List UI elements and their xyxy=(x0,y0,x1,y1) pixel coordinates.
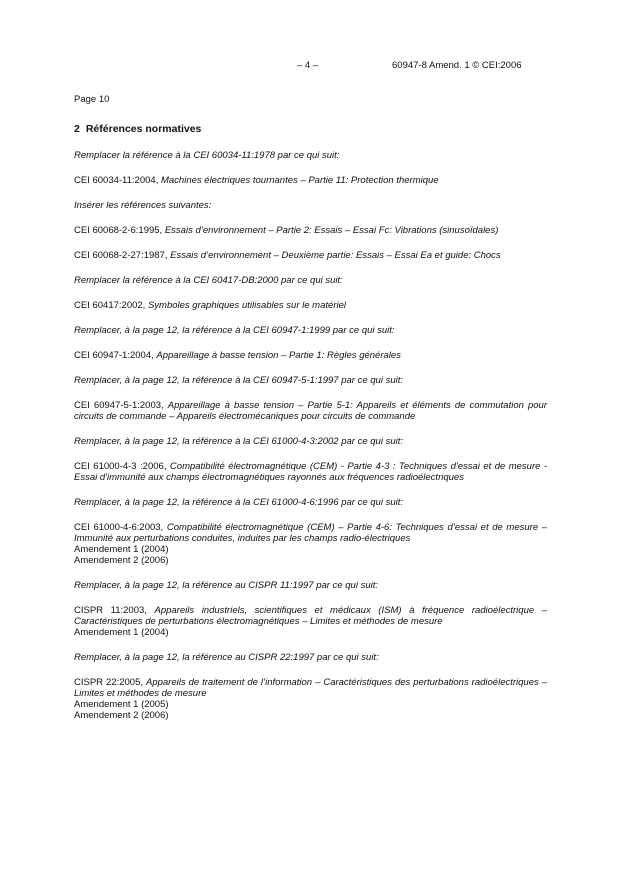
reference-code: CEI 60034-11:2004, xyxy=(74,175,159,186)
page-content xyxy=(74,94,547,735)
replacement-instruction: Remplacer, à la page 12, la référence à la CEI 60947-1:1999 par ce qui suit: xyxy=(74,325,395,336)
reference-code: CEI 60417:2002, xyxy=(74,300,146,311)
reference-title: Appareils industriels, scientifiques et médicaux (ISM) à fréquence radioélectrique – Caractéristiques de perturbations électromagnétiques – Limites et méthodes de mesure xyxy=(74,605,548,627)
amendment-line: Amendement 1 (2004) xyxy=(74,544,169,555)
reference-code: CISPR 11:2003, xyxy=(74,605,147,616)
replacement-instruction: Remplacer, à la page 12, la référence au CISPR 11:1997 par ce qui suit: xyxy=(74,580,379,591)
amendment-line: Amendement 2 (2006) xyxy=(74,710,169,721)
reference-code: CEI 60947-5-1:2003, xyxy=(74,400,164,411)
normative-reference xyxy=(74,677,547,721)
reference-code: CEI 60947-1:2004, xyxy=(74,350,154,361)
normative-reference xyxy=(74,300,547,311)
reference-title: Symboles graphiques utilisables sur le matériel xyxy=(147,300,346,311)
replacement-instruction: Insérer les références suivantes: xyxy=(74,200,212,211)
reference-title: Appareillage à basse tension – Partie 1: Règles générales xyxy=(156,350,401,361)
normative-reference xyxy=(74,225,547,236)
page-number: – 4 – xyxy=(297,60,319,71)
amendment-line: Amendement 1 (2005) xyxy=(74,699,169,710)
reference-code: CEI 61000-4-6:2003, xyxy=(74,522,164,533)
normative-reference xyxy=(74,350,547,361)
reference-title: Appareillage à basse tension – Partie 5-1: Appareils et éléments de commutation pour circuits de commande – Appareils électromécaniques pour circuits de commande xyxy=(74,400,548,422)
replacement-instruction: Remplacer, à la page 12, la référence à la CEI 61000-4-3:2002 par ce qui suit: xyxy=(74,436,404,447)
reference-title: Compatibilité électromagnétique (CEM) – Partie 4-6: Techniques d’essai et de mesure – Immunité aux perturbations conduites, induites par les champs radio-électriques xyxy=(74,522,548,544)
amendment-line: Amendement 1 (2004) xyxy=(74,627,169,638)
reference-title: Compatibilité électromagnétique (CEM) - Partie 4-3 : Techniques d'essai et de mesure - Essai d'immunité aux champs électromagnétiques rayonnés aux fréquences radioélectriques xyxy=(74,461,548,483)
normative-reference xyxy=(74,400,547,422)
replacement-instruction: Remplacer la référence à la CEI 60034-11:1978 par ce qui suit: xyxy=(74,150,340,161)
reference-title: Essais d’environnement – Deuxième partie: Essais – Essai Ea et guide: Chocs xyxy=(170,250,501,261)
replacement-instruction: Remplacer, à la page 12, la référence au CISPR 22:1997 par ce qui suit: xyxy=(74,652,379,663)
document-reference: 60947-8 Amend. 1 © CEI:2006 xyxy=(392,60,522,71)
replacement-instruction: Remplacer la référence à la CEI 60417-DB:2000 par ce qui suit: xyxy=(74,275,343,286)
page-header xyxy=(0,60,619,74)
amendment-line: Amendement 2 (2006) xyxy=(74,555,169,566)
section-heading xyxy=(74,123,547,136)
reference-title: Appareils de traitement de l’information – Caractéristiques des perturbations radioélectriques – Limites et méthodes de mesure xyxy=(74,677,547,699)
section-title: Références normatives xyxy=(85,123,202,135)
reference-title: Essais d’environnement – Partie 2: Essais – Essai Fc: Vibrations (sinusoïdales) xyxy=(164,225,499,236)
normative-reference xyxy=(74,605,547,638)
normative-reference xyxy=(74,175,547,186)
reference-title: Machines électriques tournantes – Partie 11: Protection thermique xyxy=(160,175,439,186)
reference-code: CISPR 22:2005, xyxy=(74,677,143,688)
normative-reference xyxy=(74,461,547,483)
section-number: 2 xyxy=(74,123,80,135)
normative-reference xyxy=(74,250,547,261)
replacement-instruction: Remplacer, à la page 12, la référence à la CEI 61000-4-6:1996 par ce qui suit: xyxy=(74,497,404,508)
normative-references-list xyxy=(74,150,547,721)
replacement-instruction: Remplacer, à la page 12, la référence à la CEI 60947-5-1:1997 par ce qui suit: xyxy=(74,375,404,386)
reference-code: CEI 61000-4-3 :2006, xyxy=(74,461,167,472)
normative-reference xyxy=(74,522,547,566)
page-label: Page 10 xyxy=(74,94,110,105)
reference-code: CEI 60068-2-6:1995, xyxy=(74,225,163,236)
reference-code: CEI 60068-2-27:1987, xyxy=(74,250,168,261)
